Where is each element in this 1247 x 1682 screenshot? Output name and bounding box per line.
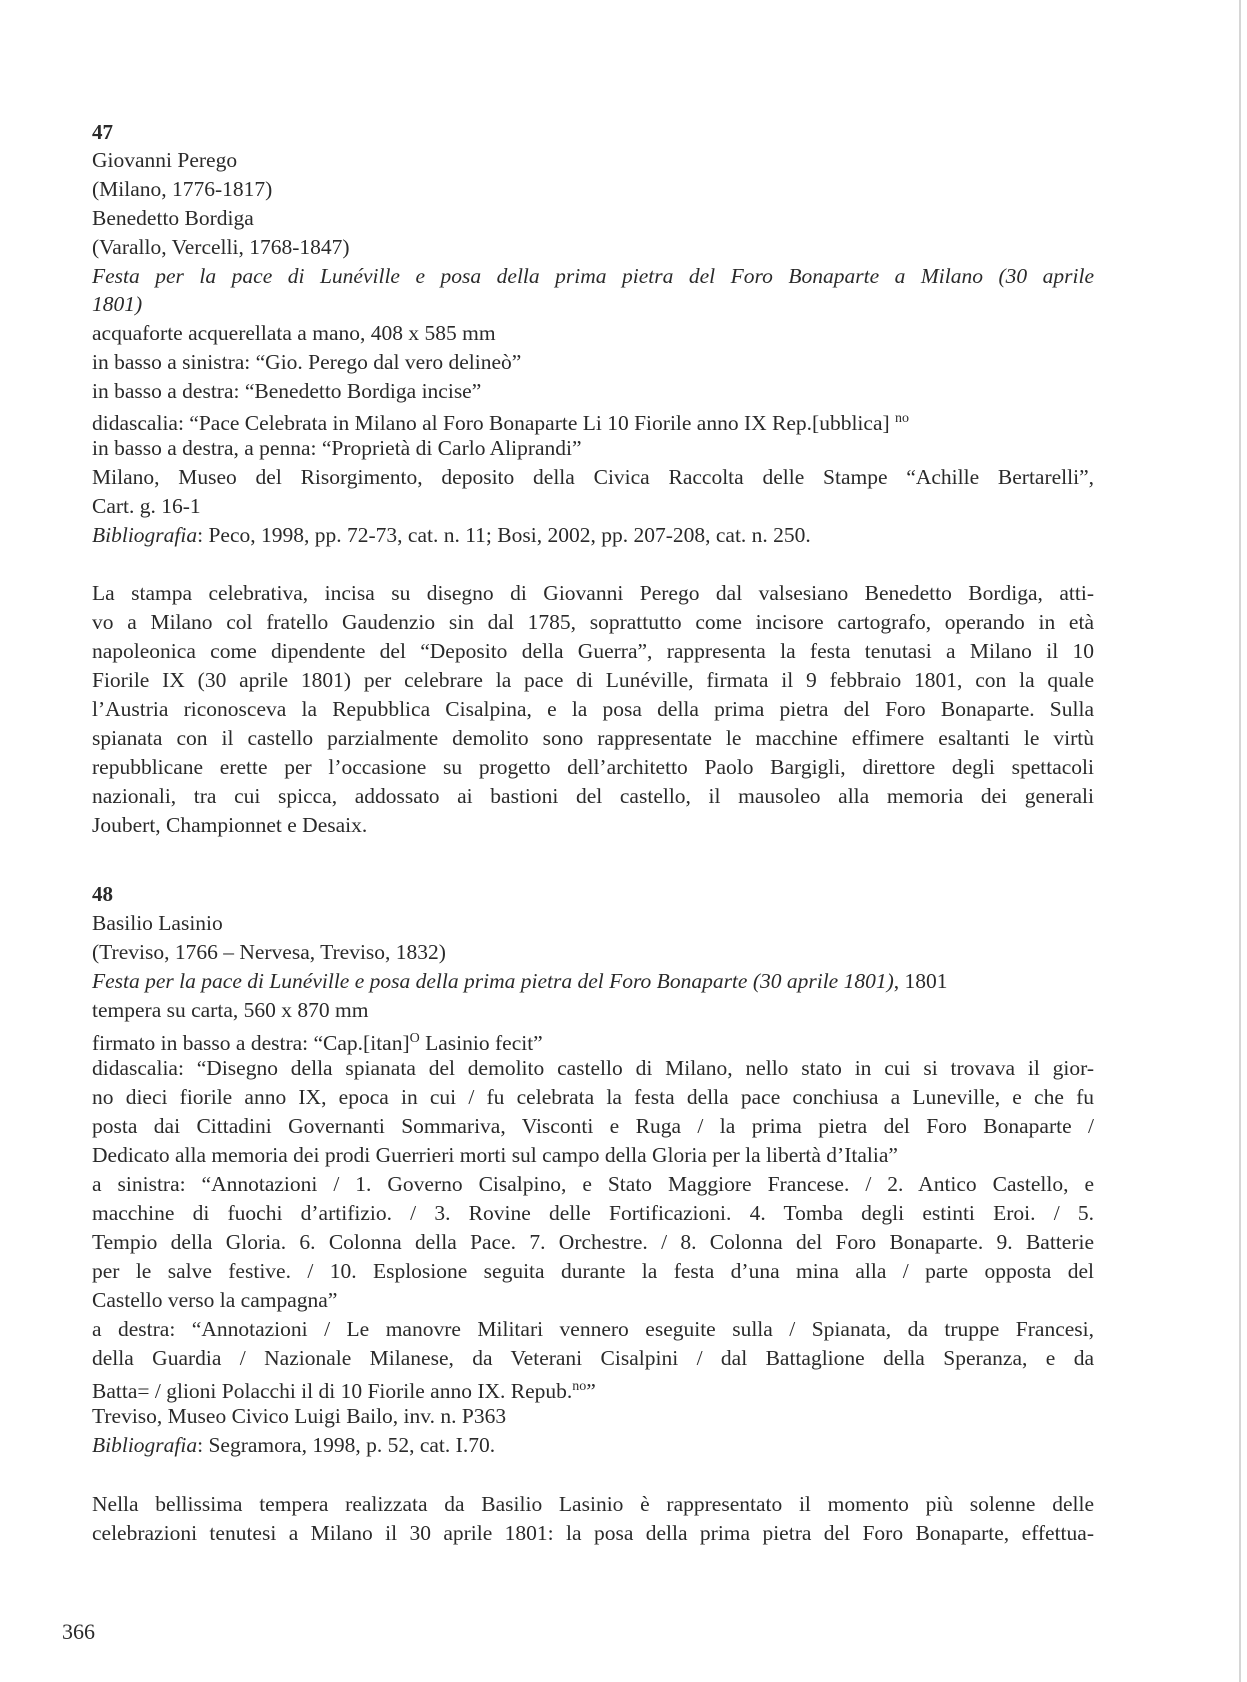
entry-47-paragraph-line: Fiorile IX (30 aprile 1801) per celebrare la pace di Lunéville, firmata il 9 febbraio 1801, con la quale bbox=[92, 668, 1094, 692]
entry-47-caption-text: didascalia: “Pace Celebrata in Milano al Foro Bonaparte Li 10 Fiorile anno IX Rep.[ubblica] bbox=[92, 411, 890, 435]
entry-47-location-cont: Cart. g. 16-1 bbox=[92, 494, 201, 518]
entry-48-title bbox=[92, 967, 948, 995]
entry-48-notes-right-last-sup: no bbox=[572, 1379, 587, 1394]
entry-48-notes-left-line: a sinistra: “Annotazioni / 1. Governo Cisalpino, e Stato Maggiore Francese. / 2. Antico Castello, e bbox=[92, 1172, 1094, 1196]
entry-47-title: Festa per la pace di Lunéville e posa della prima pietra del Foro Bonaparte a Milano (30 aprile bbox=[92, 264, 1094, 288]
entry-47-ownership: in basso a destra, a penna: “Proprietà di Carlo Aliprandi” bbox=[92, 436, 582, 460]
entry-47-biblio-text: : Peco, 1998, pp. 72-73, cat. n. 11; Bosi, 2002, pp. 207-208, cat. n. 250. bbox=[197, 523, 811, 547]
entry-48-caption-line: posta dai Cittadini Governanti Sommariva, Visconti e Ruga / la prima pietra del Foro Bonaparte / bbox=[92, 1114, 1094, 1138]
entry-48-technique: tempera su carta, 560 x 870 mm bbox=[92, 998, 369, 1022]
entry-47-paragraph-line: repubblicane erette per l’occasione su progetto dell’architetto Paolo Bargigli, direttore degli spettacoli bbox=[92, 755, 1094, 779]
entry-47-technique: acquaforte acquerellata a mano, 408 x 585 mm bbox=[92, 321, 496, 345]
entry-48-caption-line: Dedicato alla memoria dei prodi Guerrieri morti sul campo della Gloria per la libertà d’Italia” bbox=[92, 1143, 898, 1167]
entry-48-notes-right-last bbox=[92, 1373, 596, 1405]
entry-48-number: 48 bbox=[92, 882, 113, 906]
entry-48-notes-left-line: Castello verso la campagna” bbox=[92, 1288, 338, 1312]
page-number: 366 bbox=[62, 1619, 95, 1644]
entry-48-notes-right-last-pre: Batta= / glioni Polacchi il di 10 Fiorile anno IX. Repub. bbox=[92, 1379, 573, 1403]
entry-48-notes-left-line: Tempio della Gloria. 6. Colonna della Pace. 7. Orchestre. / 8. Colonna del Foro Bonaparte. 9. Batterie bbox=[92, 1230, 1094, 1254]
entry-48-paragraph-line: Nella bellissima tempera realizzata da Basilio Lasinio è rappresentato il momento più solenne delle bbox=[92, 1492, 1094, 1516]
entry-48-signature-post: Lasinio fecit” bbox=[419, 1031, 543, 1055]
entry-47-inscription-left: in basso a sinistra: “Gio. Perego dal vero delineò” bbox=[92, 350, 522, 374]
entry-48-caption-line: no dieci fiorile anno IX, epoca in cui / fu celebrata la festa della pace conchiusa a Luneville, e che fu bbox=[92, 1085, 1094, 1109]
entry-48-location: Treviso, Museo Civico Luigi Bailo, inv. n. P363 bbox=[92, 1404, 507, 1428]
entry-47-location: Milano, Museo del Risorgimento, deposito della Civica Raccolta delle Stampe “Achille Bertarelli”, bbox=[92, 465, 1094, 489]
entry-48-artist-dates: (Treviso, 1766 – Nervesa, Treviso, 1832) bbox=[92, 940, 446, 964]
entry-47-biblio-label: Bibliografia bbox=[92, 523, 198, 547]
entry-47-artist-1: Giovanni Perego bbox=[92, 148, 238, 172]
entry-47-title-cont: 1801) bbox=[92, 292, 143, 316]
entry-47-paragraph-line: l’Austria riconosceva la Repubblica Cisalpina, e la posa della prima pietra del Foro Bonaparte. Sulla bbox=[92, 697, 1094, 721]
entry-48-artist: Basilio Lasinio bbox=[92, 911, 223, 935]
entry-47-caption bbox=[92, 405, 909, 437]
entry-48-biblio-label: Bibliografia bbox=[92, 1433, 198, 1457]
entry-47-artist-1-dates: (Milano, 1776-1817) bbox=[92, 177, 273, 201]
page-edge-line bbox=[1239, 0, 1241, 1682]
entry-48-paragraph-line: celebrazioni tenutesi a Milano il 30 aprile 1801: la posa della prima pietra del Foro Bonaparte, effettua- bbox=[92, 1521, 1094, 1545]
entry-47-paragraph-line: napoleonica come dipendente del “Deposito della Guerra”, rappresenta la festa tenutasi a Milano il 10 bbox=[92, 639, 1094, 663]
entry-48-notes-left-line: macchine di fuochi d’artifizio. / 3. Rovine delle Fortificazioni. 4. Tomba degli estinti Eroi. / 5. bbox=[92, 1201, 1094, 1225]
entry-48-notes-right-line: della Guardia / Nazionale Milanese, da Veterani Cisalpini / dal Battaglione della Speranza, e da bbox=[92, 1346, 1094, 1370]
entry-48-title-text: Festa per la pace di Lunéville e posa della prima pietra del Foro Bonaparte (30 aprile 1801) bbox=[92, 969, 894, 993]
entry-47-paragraph-line: nazionali, tra cui spicca, addossato ai bastioni del castello, il mausoleo alla memoria dei generali bbox=[92, 784, 1094, 808]
entry-48-bibliography bbox=[92, 1431, 495, 1459]
entry-47-artist-2: Benedetto Bordiga bbox=[92, 206, 254, 230]
entry-47-paragraph-line: spianata con il castello parzialmente demolito sono rappresentate le macchine effimere esaltanti le virtù bbox=[92, 726, 1094, 750]
entry-48-title-year: , 1801 bbox=[893, 969, 948, 993]
entry-47-bibliography bbox=[92, 521, 811, 549]
entry-47-paragraph-line: La stampa celebrativa, incisa su disegno di Giovanni Perego dal valsesiano Benedetto Bordiga, atti- bbox=[92, 581, 1094, 605]
entry-48-caption-line: didascalia: “Disegno della spianata del demolito castello di Milano, nello stato in cui si trovava il gior- bbox=[92, 1056, 1094, 1080]
entry-47-inscription-right: in basso a destra: “Benedetto Bordiga incise” bbox=[92, 379, 482, 403]
entry-47-paragraph-line: vo a Milano col fratello Gaudenzio sin dal 1785, soprattutto come incisore cartografo, operando in età bbox=[92, 610, 1094, 634]
entry-47-caption-sup: no bbox=[895, 411, 910, 426]
entry-47-number: 47 bbox=[92, 120, 113, 144]
entry-48-notes-left-line: per le salve festive. / 10. Esplosione seguita durante la festa d’una mina alla / parte opposta del bbox=[92, 1259, 1094, 1283]
entry-47-artist-2-dates: (Varallo, Vercelli, 1768-1847) bbox=[92, 235, 350, 259]
entry-47-paragraph-line: Joubert, Championnet e Desaix. bbox=[92, 813, 368, 837]
entry-48-signature-pre: firmato in basso a destra: “Cap.[itan] bbox=[92, 1031, 410, 1055]
entry-48-signature bbox=[92, 1025, 543, 1057]
entry-48-signature-sup: O bbox=[409, 1031, 420, 1046]
entry-48-notes-right-last-post: ” bbox=[586, 1379, 596, 1403]
entry-48-notes-right-line: a destra: “Annotazioni / Le manovre Militari vennero eseguite sulla / Spianata, da truppe Francesi, bbox=[92, 1317, 1094, 1341]
entry-48-biblio-text: : Segramora, 1998, p. 52, cat. I.70. bbox=[197, 1433, 496, 1457]
